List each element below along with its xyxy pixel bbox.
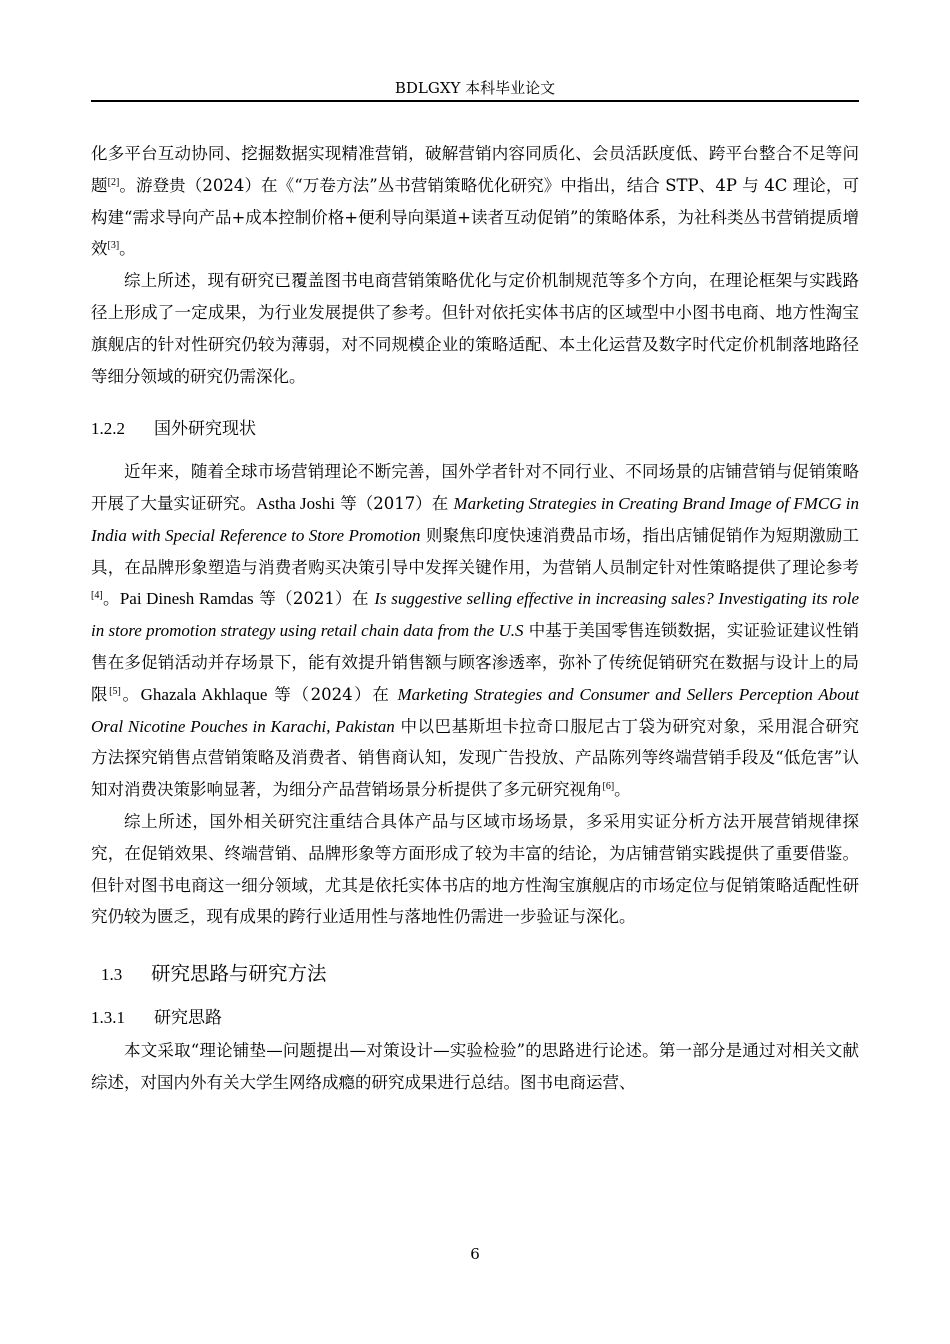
paragraph-domestic-summary: 综上所述，现有研究已覆盖图书电商营销策略优化与定价机制规范等多个方向，在理论框架与实践路径上形成了一定成果，为行业发展提供了参考。但针对依托实体书店的区域型中小图书电商、地方性淘宝旗舰店的针对性研究仍较为薄弱，对不同规模企业的策略适配、本土化运营及数字时代定价机制落地路径等细分领域的研究仍需深化。 — [91, 271, 859, 386]
spacer — [91, 392, 859, 413]
citation-ref-3: [3] — [107, 240, 120, 252]
section-heading-1-3 — [91, 957, 859, 992]
section-title: 研究思路 — [154, 1008, 222, 1029]
cited-work-title: Is suggestive selling effective in increasing sales? Investigating its role in store promotion strategy using retail chain data from the U.S — [91, 589, 860, 641]
citation-ref-5: [5] — [109, 685, 121, 697]
page-number: 6 — [470, 1245, 480, 1263]
body-content — [91, 138, 859, 1099]
spacer — [91, 933, 859, 957]
citation-ref-4: [4] — [91, 590, 103, 602]
cited-work-title: Marketing Strategies and Consumer and Sellers Perception About Oral Nicotine Pouches in Karachi, Pakistan — [91, 684, 860, 736]
para3-text-7: 。 — [120, 684, 141, 704]
header-rule — [91, 100, 859, 102]
section-number: 1.3.1 — [91, 1008, 125, 1028]
spacer — [91, 992, 859, 1002]
para3-text-6: 中基于美国零售连锁数据，实证验证建议性销售在多促销活动并存场景下，能有效提升销售额与顾客渗透率，弥补了传统促销研究在数据与设计上的局限 — [91, 621, 859, 704]
para3-text-3: 则聚焦印度快速消费品市场，指出店铺促销作为短期激励工具，在品牌形象塑造与消费者购买决策引导中发挥关键作用，为营销人员制定针对性策略提供了理论参考 — [91, 525, 859, 577]
running-header: BDLGXY 本科毕业论文 — [394, 79, 556, 97]
para3-text-4: 。 — [102, 589, 120, 609]
section-title: 国外研究现状 — [154, 419, 256, 440]
paragraph-research-approach: 本文采取“理论铺垫—问题提出—对策设计—实验检验”的思路进行论述。第一部分是通过对相关文献综述，对国内外有关大学生网络成瘾的研究成果进行总结。图书电商运营、 — [91, 1040, 859, 1092]
section-title: 研究思路与研究方法 — [151, 962, 327, 986]
paragraph-foreign-summary: 综上所述，国外相关研究注重结合具体产品与区域市场场景，多采用实证分析方法开展营销规律探究，在促销效果、终端营销、品牌形象等方面形成了较为丰富的结论，为店铺营销实践提供了重要借鉴。但针对图书电商这一细分领域，尤其是依托实体书店的地方性淘宝旗舰店的市场定位与促销策略适配性研究仍较为匮乏，现有成果的跨行业适用性与落地性仍需进一步验证与深化。 — [91, 811, 859, 927]
section-heading-1-2-2 — [91, 413, 859, 446]
para3-text-8: 等（2024）在 — [267, 684, 398, 704]
para3-text-5: 等（2021）在 — [253, 589, 375, 609]
section-number: 1.2.2 — [91, 419, 125, 439]
para1-text-3: 。 — [119, 239, 136, 259]
para3-text-9: 中以巴基斯坦卡拉奇口服尼古丁袋为研究对象，采用混合研究方法探究销售点营销策略及消费者、销售商认知，发现广告投放、产品陈列等终端营销手段及“低危害”认知对消费决策影响显著，为细分产品营销场景分析提供了多元研究视角 — [91, 716, 859, 800]
paragraph-foreign-research — [91, 456, 859, 806]
para1-text-2: 。游登贵（2024）在《“万卷方法”丛书营销策略优化研究》中指出，结合 STP、4P 与 4C 理论，可构建“需求导向产品+成本控制价格+便利导向渠道+读者互动促销”的策略体系，为社科类丛书营销提质增效 — [91, 175, 860, 259]
author-name: Pai Dinesh Ramdas — [119, 589, 254, 609]
spacer — [91, 446, 859, 456]
para1-text-1: 化多平台互动协同、挖掘数据实现精准营销，破解营销内容同质化、会员活跃度低、跨平台整合不足等问题 — [91, 144, 859, 195]
para3-text-10: 。 — [614, 780, 631, 800]
para3-text-1: 近年来，随着全球市场营销理论不断完善，国外学者针对不同行业、不同场景的店铺营销与促销策略开展了大量实证研究。 — [91, 462, 859, 513]
section-number: 1.3 — [101, 965, 123, 985]
citation-ref-6: [6] — [602, 781, 615, 793]
author-name: Astha Joshi — [256, 493, 335, 513]
paragraph-continued — [91, 138, 859, 265]
citation-ref-2: [2] — [107, 176, 120, 188]
para3-text-2: 等（2017）在 — [334, 493, 454, 513]
cited-work-title: Marketing Strategies in Creating Brand Image of FMCG in India with Special Reference to Store Promotion — [91, 493, 859, 545]
section-heading-1-3-1 — [91, 1002, 859, 1035]
author-name: Ghazala Akhlaque — [140, 684, 268, 704]
